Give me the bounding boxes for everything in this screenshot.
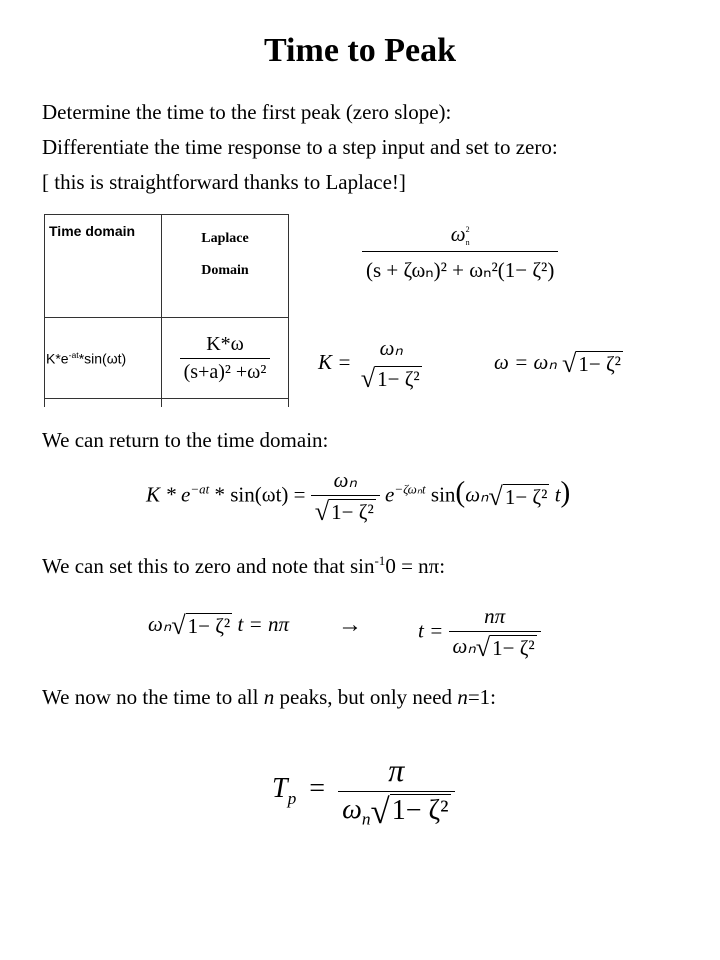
return-line: We can return to the time domain:: [42, 428, 329, 452]
k-equation: K = ωₙ √ 1− ζ²: [318, 336, 420, 394]
solve-equation-rhs: t = nπ ωₙ √ 1− ζ²: [418, 604, 541, 661]
laplace-denominator: (s+a)² +ω²: [180, 358, 271, 384]
omega-equation: ω = ωₙ √ 1− ζ²: [494, 349, 621, 379]
intro-line-3: [ this is straightforward thanks to Laplace!]: [42, 170, 406, 194]
omega-equation-lhs: ω = ωₙ: [494, 350, 557, 374]
laplace-table: [44, 214, 289, 407]
peaks-line: We now no the time to all n peaks, but only need n=1:: [42, 685, 496, 709]
laplace-numerator: K*ω: [206, 332, 244, 355]
table-cell-time: $K*e^{-at}*\sin(\omega t)$: [45, 318, 162, 399]
page-title: Time to Peak: [263, 32, 456, 69]
transfer-denominator: (s + ζωₙ)² + ωₙ²(1− ζ²): [362, 251, 558, 283]
table-cell-laplace: [162, 318, 289, 399]
laplace-table-container: [44, 214, 289, 407]
k-equation-lhs: K =: [318, 349, 352, 374]
table-header-time: Time domain: [49, 223, 136, 239]
set-zero-line: We can set this to zero and note that $\sin^{-1}0 = n\pi$:: [42, 553, 446, 578]
table-header-laplace-2: Domain: [201, 263, 249, 278]
table-header-laplace-1: Laplace: [201, 231, 249, 246]
arrow-symbol: →: [338, 612, 362, 638]
intro-line-1: Determine the time to the first peak (zero slope):: [42, 100, 452, 124]
k-denominator: 1− ζ²: [377, 367, 420, 392]
intro-line-2: Differentiate the time response to a step input and set to zero:: [42, 135, 558, 159]
omega-radicand: 1− ζ²: [578, 352, 621, 377]
solve-equation-lhs: ωₙ √ 1− ζ² t = nπ: [148, 611, 289, 641]
tp-equation: $T_p$ = π $\omega_n$ √ 1− ζ²: [272, 752, 455, 830]
k-numerator: ωₙ: [379, 336, 403, 360]
time-domain-equation: K * $e^{-at} * \sin(\omega t)$ = ωₙ √ 1− ζ² $e^{-\zeta\omega_nt}$ sin(ωₙ √ 1− ζ² t): [146, 468, 571, 527]
transfer-function-equation: ω 2 n (s + ζωₙ)² + ωₙ²(1− ζ²): [362, 222, 558, 283]
